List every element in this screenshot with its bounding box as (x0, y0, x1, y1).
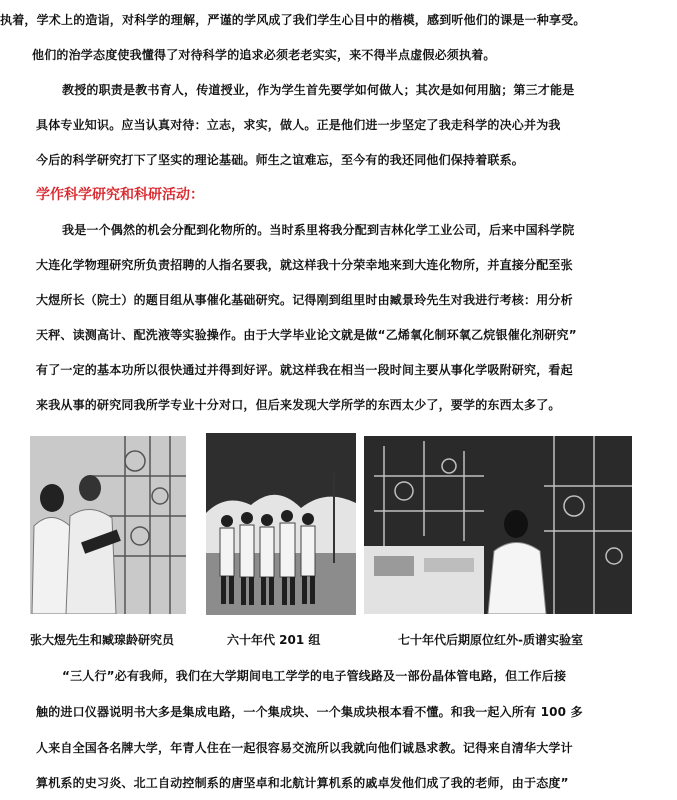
p3-line-5: 有了一定的基本功所以很快通过并得到好评。就这样我在相当一段时间主要从事化学吸附研究，看起 (36, 363, 573, 377)
caption-ir-ms-lab: 七十年代后期原位红外-质谱实验室 (398, 633, 583, 647)
p3-line-3: 大煜所长（院士）的题目组从事催化基础研究。记得刚到组里时由臧景玲先生对我进行考核：用分析 (36, 293, 573, 307)
p1-line-1: 执着，学术上的造诣，对科学的理解，严谨的学风成了我们学生心目中的楷模，感到听他们的课是一种享受。 (0, 13, 586, 27)
p3-line-1: 我是一个偶然的机会分配到化物所的。当时系里将我分配到吉林化学工业公司，后来中国科学院 (62, 223, 575, 237)
p4-line-1: “三人行”必有我师，我们在大学期间电工学学的电子管线路及一部份晶体管电路，但工作后接 (62, 669, 567, 683)
p2-line-1: 教授的职责是教书育人，传道授业，作为学生首先要学如何做人；其次是如何用脑；第三才能是 (62, 83, 575, 97)
section-heading: 学作科学研究和科研活动： (36, 187, 204, 203)
caption-group-201: 六十年代 201 组 (227, 633, 321, 647)
p3-line-2: 大连化学物理研究所负责招聘的人指名要我，就这样我十分荣幸地来到大连化物所，并直接分配至张 (36, 258, 573, 272)
p4-line-3: 人来自全国各名牌大学，年青人住在一起很容易交流所以我就向他们诚恳求教。记得来自清华大学计 (36, 741, 573, 755)
photo-group-201 (206, 433, 356, 615)
photo-ir-ms-lab (364, 436, 632, 614)
p4-line-4: 算机系的史习炎、北工自动控制系的唐坚卓和北航计算机系的戚卓发他们成了我的老师，由于态度” (36, 776, 569, 790)
p2-line-3: 今后的科学研究打下了坚实的理论基础。师生之谊难忘，至今有的我还同他们保持着联系。 (36, 153, 525, 167)
p4-line-2: 触的进口仪器说明书大多是集成电路，一个集成块、一个集成块根本看不懂。和我一起入所有 100 多 (36, 705, 583, 719)
caption-researchers: 张大煜先生和臧瑔龄研究员 (30, 633, 175, 647)
p3-line-6: 来我从事的研究同我所学专业十分对口，但后来发现大学所学的东西太少了，要学的东西太多了。 (36, 398, 561, 412)
p1-line-2: 他们的治学态度使我懂得了对待科学的追求必须老老实实，来不得半点虚假必须执着。 (32, 48, 496, 62)
p2-line-2: 具体专业知识。应当认真对待：立志，求实，做人。正是他们进一步坚定了我走科学的决心并为我 (36, 118, 561, 132)
p3-line-4: 天秤、读测高计、配洗液等实验操作。由于大学毕业论文就是做“乙烯氧化制环氧乙烷银催化剂研究” (36, 328, 577, 342)
photo-researchers (30, 436, 186, 614)
